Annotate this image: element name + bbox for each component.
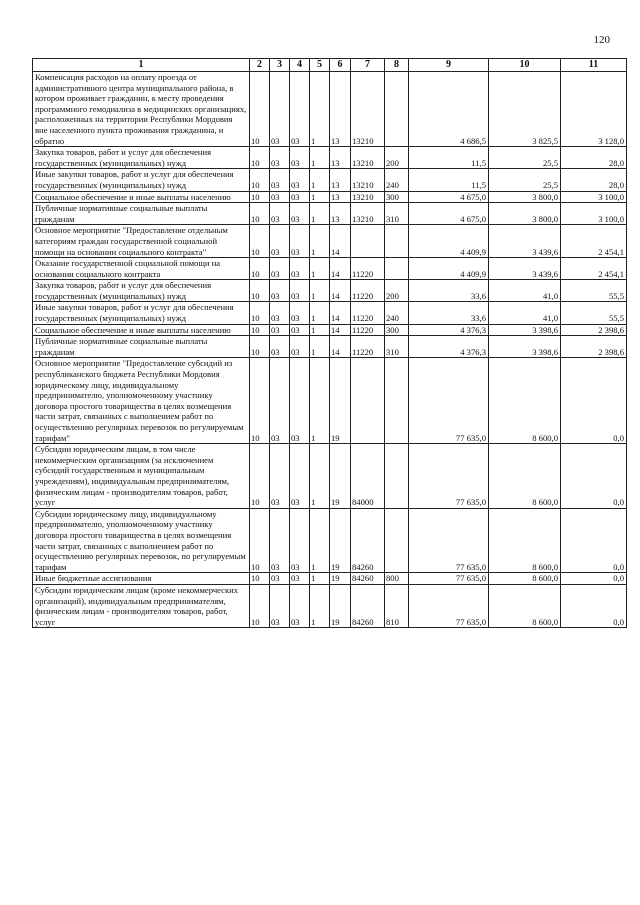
section-code: 10 (250, 508, 270, 573)
amount-col9: 33,6 (409, 302, 489, 324)
amount-col11: 0,0 (561, 444, 627, 509)
event-code: 14 (330, 280, 351, 302)
section-code: 10 (250, 169, 270, 191)
program-code: 03 (290, 169, 310, 191)
direction-code: 13210 (351, 147, 385, 169)
expense-type-code: 300 (385, 191, 409, 203)
amount-col11: 55,5 (561, 302, 627, 324)
amount-col10: 8 600,0 (489, 573, 561, 585)
table-row (33, 72, 627, 147)
amount-col11: 3 100,0 (561, 191, 627, 203)
amount-col10: 8 600,0 (489, 444, 561, 509)
subsection-code: 03 (270, 72, 290, 147)
row-description: Социальное обеспечение и иные выплаты населению (33, 191, 250, 203)
table-row (33, 508, 627, 573)
header-cell: 2 (250, 59, 270, 72)
subprogram-code: 1 (310, 584, 330, 627)
table-header-row (33, 59, 627, 72)
program-code: 03 (290, 302, 310, 324)
subprogram-code: 1 (310, 508, 330, 573)
expense-type-code (385, 508, 409, 573)
amount-col10: 8 600,0 (489, 358, 561, 444)
event-code: 13 (330, 72, 351, 147)
subsection-code: 03 (270, 203, 290, 225)
expense-type-code: 240 (385, 302, 409, 324)
direction-code: 11220 (351, 336, 385, 358)
header-cell: 5 (310, 59, 330, 72)
amount-col11: 2 398,6 (561, 336, 627, 358)
amount-col11: 2 454,1 (561, 258, 627, 280)
header-cell: 11 (561, 59, 627, 72)
amount-col10: 41,0 (489, 280, 561, 302)
header-cell: 6 (330, 59, 351, 72)
program-code: 03 (290, 444, 310, 509)
program-code: 03 (290, 258, 310, 280)
amount-col9: 4 376,3 (409, 336, 489, 358)
subsection-code: 03 (270, 169, 290, 191)
amount-col9: 4 675,0 (409, 191, 489, 203)
subsection-code: 03 (270, 302, 290, 324)
amount-col10: 41,0 (489, 302, 561, 324)
section-code: 10 (250, 336, 270, 358)
amount-col9: 4 675,0 (409, 203, 489, 225)
section-code: 10 (250, 225, 270, 258)
amount-col10: 8 600,0 (489, 584, 561, 627)
amount-col10: 3 439,6 (489, 225, 561, 258)
subprogram-code: 1 (310, 336, 330, 358)
header-cell: 10 (489, 59, 561, 72)
row-description: Субсидии юридическому лицу, индивидуальному предпринимателю, уполномоченному участнику договора простого товарищества в целях возмещения части затрат, связанных с выполнением работ по осуществлению регулярных перевозок, по регулируемым тарифам (33, 508, 250, 573)
subsection-code: 03 (270, 573, 290, 585)
header-cell: 9 (409, 59, 489, 72)
section-code: 10 (250, 203, 270, 225)
program-code: 03 (290, 508, 310, 573)
amount-col10: 3 825,5 (489, 72, 561, 147)
program-code: 03 (290, 324, 310, 336)
direction-code: 11220 (351, 302, 385, 324)
section-code: 10 (250, 258, 270, 280)
event-code: 19 (330, 508, 351, 573)
direction-code: 84000 (351, 444, 385, 509)
direction-code (351, 358, 385, 444)
header-cell: 3 (270, 59, 290, 72)
event-code: 19 (330, 584, 351, 627)
amount-col9: 77 635,0 (409, 358, 489, 444)
amount-col11: 3 100,0 (561, 203, 627, 225)
expense-type-code (385, 225, 409, 258)
amount-col9: 4 409,9 (409, 258, 489, 280)
event-code: 14 (330, 302, 351, 324)
row-description: Оказание государственной социальной помощи на основании социального контракта (33, 258, 250, 280)
table-row (33, 444, 627, 509)
amount-col11: 55,5 (561, 280, 627, 302)
row-description: Закупка товаров, работ и услуг для обеспечения государственных (муниципальных) нужд (33, 280, 250, 302)
table-row (33, 584, 627, 627)
amount-col9: 11,5 (409, 147, 489, 169)
event-code: 19 (330, 444, 351, 509)
program-code: 03 (290, 72, 310, 147)
subprogram-code: 1 (310, 72, 330, 147)
program-code: 03 (290, 147, 310, 169)
amount-col10: 3 800,0 (489, 191, 561, 203)
table-row (33, 258, 627, 280)
row-description: Компенсация расходов на оплату проезда от административного центра муниципального района, в котором проживает гражданин, к месту проведения программного гемодиализа в медицинских организациях, расположенных на территории Республики Мордовия вне населенного пункта проживания гражданина, и обратно (33, 72, 250, 147)
header-cell: 8 (385, 59, 409, 72)
expense-type-code (385, 258, 409, 280)
subsection-code: 03 (270, 258, 290, 280)
amount-col9: 77 635,0 (409, 584, 489, 627)
amount-col11: 2 454,1 (561, 225, 627, 258)
budget-table (32, 58, 627, 628)
direction-code (351, 225, 385, 258)
table-row (33, 203, 627, 225)
event-code: 14 (330, 324, 351, 336)
section-code: 10 (250, 191, 270, 203)
section-code: 10 (250, 147, 270, 169)
amount-col9: 33,6 (409, 280, 489, 302)
amount-col11: 3 128,0 (561, 72, 627, 147)
amount-col11: 2 398,6 (561, 324, 627, 336)
amount-col10: 3 439,6 (489, 258, 561, 280)
expense-type-code: 200 (385, 280, 409, 302)
header-cell: 4 (290, 59, 310, 72)
event-code: 14 (330, 225, 351, 258)
expense-type-code (385, 72, 409, 147)
page-number: 120 (593, 34, 610, 46)
subprogram-code: 1 (310, 280, 330, 302)
subsection-code: 03 (270, 147, 290, 169)
amount-col11: 0,0 (561, 573, 627, 585)
table-row (33, 191, 627, 203)
expense-type-code: 310 (385, 203, 409, 225)
subprogram-code: 1 (310, 203, 330, 225)
subprogram-code: 1 (310, 169, 330, 191)
expense-type-code: 200 (385, 147, 409, 169)
amount-col10: 3 398,6 (489, 336, 561, 358)
direction-code: 11220 (351, 258, 385, 280)
amount-col10: 3 800,0 (489, 203, 561, 225)
row-description: Социальное обеспечение и иные выплаты населению (33, 324, 250, 336)
subsection-code: 03 (270, 225, 290, 258)
subsection-code: 03 (270, 191, 290, 203)
section-code: 10 (250, 302, 270, 324)
direction-code: 11220 (351, 280, 385, 302)
row-description: Публичные нормативные социальные выплаты гражданам (33, 203, 250, 225)
expense-type-code: 310 (385, 336, 409, 358)
table-row (33, 336, 627, 358)
event-code: 14 (330, 336, 351, 358)
section-code: 10 (250, 280, 270, 302)
direction-code: 13210 (351, 203, 385, 225)
amount-col11: 28,0 (561, 147, 627, 169)
amount-col10: 8 600,0 (489, 508, 561, 573)
program-code: 03 (290, 336, 310, 358)
row-description: Основное мероприятие "Предоставление отдельным категориям граждан государственной социальной помощи на основании социального контракта" (33, 225, 250, 258)
event-code: 13 (330, 203, 351, 225)
table-row (33, 358, 627, 444)
expense-type-code: 810 (385, 584, 409, 627)
event-code: 13 (330, 169, 351, 191)
expense-type-code (385, 444, 409, 509)
amount-col11: 0,0 (561, 358, 627, 444)
amount-col10: 25,5 (489, 169, 561, 191)
subprogram-code: 1 (310, 573, 330, 585)
table-row (33, 280, 627, 302)
subsection-code: 03 (270, 324, 290, 336)
row-description: Иные бюджетные ассигнования (33, 573, 250, 585)
row-description: Публичные нормативные социальные выплаты гражданам (33, 336, 250, 358)
table-row (33, 573, 627, 585)
event-code: 13 (330, 147, 351, 169)
header-cell: 1 (33, 59, 250, 72)
amount-col11: 0,0 (561, 584, 627, 627)
table-row (33, 147, 627, 169)
amount-col9: 4 686,5 (409, 72, 489, 147)
direction-code: 13210 (351, 191, 385, 203)
event-code: 19 (330, 358, 351, 444)
section-code: 10 (250, 584, 270, 627)
row-description: Иные закупки товаров, работ и услуг для обеспечения государственных (муниципальных) нужд (33, 169, 250, 191)
program-code: 03 (290, 191, 310, 203)
program-code: 03 (290, 280, 310, 302)
section-code: 10 (250, 72, 270, 147)
section-code: 10 (250, 324, 270, 336)
program-code: 03 (290, 584, 310, 627)
amount-col9: 11,5 (409, 169, 489, 191)
subprogram-code: 1 (310, 258, 330, 280)
program-code: 03 (290, 225, 310, 258)
row-description: Субсидии юридическим лицам (кроме некоммерческих организаций), индивидуальным предпринимателям, физическим лицам - производителям товаров, работ, услуг (33, 584, 250, 627)
amount-col9: 77 635,0 (409, 444, 489, 509)
subprogram-code: 1 (310, 191, 330, 203)
subprogram-code: 1 (310, 225, 330, 258)
event-code: 14 (330, 258, 351, 280)
direction-code: 84260 (351, 573, 385, 585)
subprogram-code: 1 (310, 324, 330, 336)
table-row (33, 225, 627, 258)
table-row (33, 169, 627, 191)
subsection-code: 03 (270, 444, 290, 509)
expense-type-code (385, 358, 409, 444)
amount-col11: 0,0 (561, 508, 627, 573)
amount-col9: 77 635,0 (409, 573, 489, 585)
direction-code: 84260 (351, 584, 385, 627)
amount-col10: 25,5 (489, 147, 561, 169)
direction-code: 13210 (351, 169, 385, 191)
expense-type-code: 300 (385, 324, 409, 336)
amount-col11: 28,0 (561, 169, 627, 191)
subprogram-code: 1 (310, 358, 330, 444)
subsection-code: 03 (270, 584, 290, 627)
subprogram-code: 1 (310, 147, 330, 169)
row-description: Иные закупки товаров, работ и услуг для обеспечения государственных (муниципальных) нужд (33, 302, 250, 324)
expense-type-code: 240 (385, 169, 409, 191)
subsection-code: 03 (270, 280, 290, 302)
row-description: Закупка товаров, работ и услуг для обеспечения государственных (муниципальных) нужд (33, 147, 250, 169)
table-row (33, 302, 627, 324)
subsection-code: 03 (270, 508, 290, 573)
amount-col9: 4 409,9 (409, 225, 489, 258)
section-code: 10 (250, 358, 270, 444)
amount-col9: 77 635,0 (409, 508, 489, 573)
event-code: 13 (330, 191, 351, 203)
section-code: 10 (250, 573, 270, 585)
event-code: 19 (330, 573, 351, 585)
table-row (33, 324, 627, 336)
amount-col10: 3 398,6 (489, 324, 561, 336)
program-code: 03 (290, 573, 310, 585)
expense-type-code: 800 (385, 573, 409, 585)
row-description: Основное мероприятие "Предоставление субсидий из республиканского бюджета Республики Мордовия юридическому лицу, индивидуальному предпринимателю, уполномоченному участнику договора простого товарищества в целях возмещения части затрат, связанных с выполнением работ по осуществлению регулярных перевозок по регулируемым тарифам" (33, 358, 250, 444)
row-description: Субсидии юридическим лицам, в том числе некоммерческим организациям (за исключением субсидий государственным и муниципальным учреждениям), индивидуальным предпринимателям, физическим лицам - производителям товаров, работ, услуг (33, 444, 250, 509)
direction-code: 11220 (351, 324, 385, 336)
amount-col9: 4 376,3 (409, 324, 489, 336)
program-code: 03 (290, 203, 310, 225)
header-cell: 7 (351, 59, 385, 72)
subprogram-code: 1 (310, 302, 330, 324)
subsection-code: 03 (270, 336, 290, 358)
section-code: 10 (250, 444, 270, 509)
direction-code: 84260 (351, 508, 385, 573)
program-code: 03 (290, 358, 310, 444)
subprogram-code: 1 (310, 444, 330, 509)
direction-code: 13210 (351, 72, 385, 147)
subsection-code: 03 (270, 358, 290, 444)
